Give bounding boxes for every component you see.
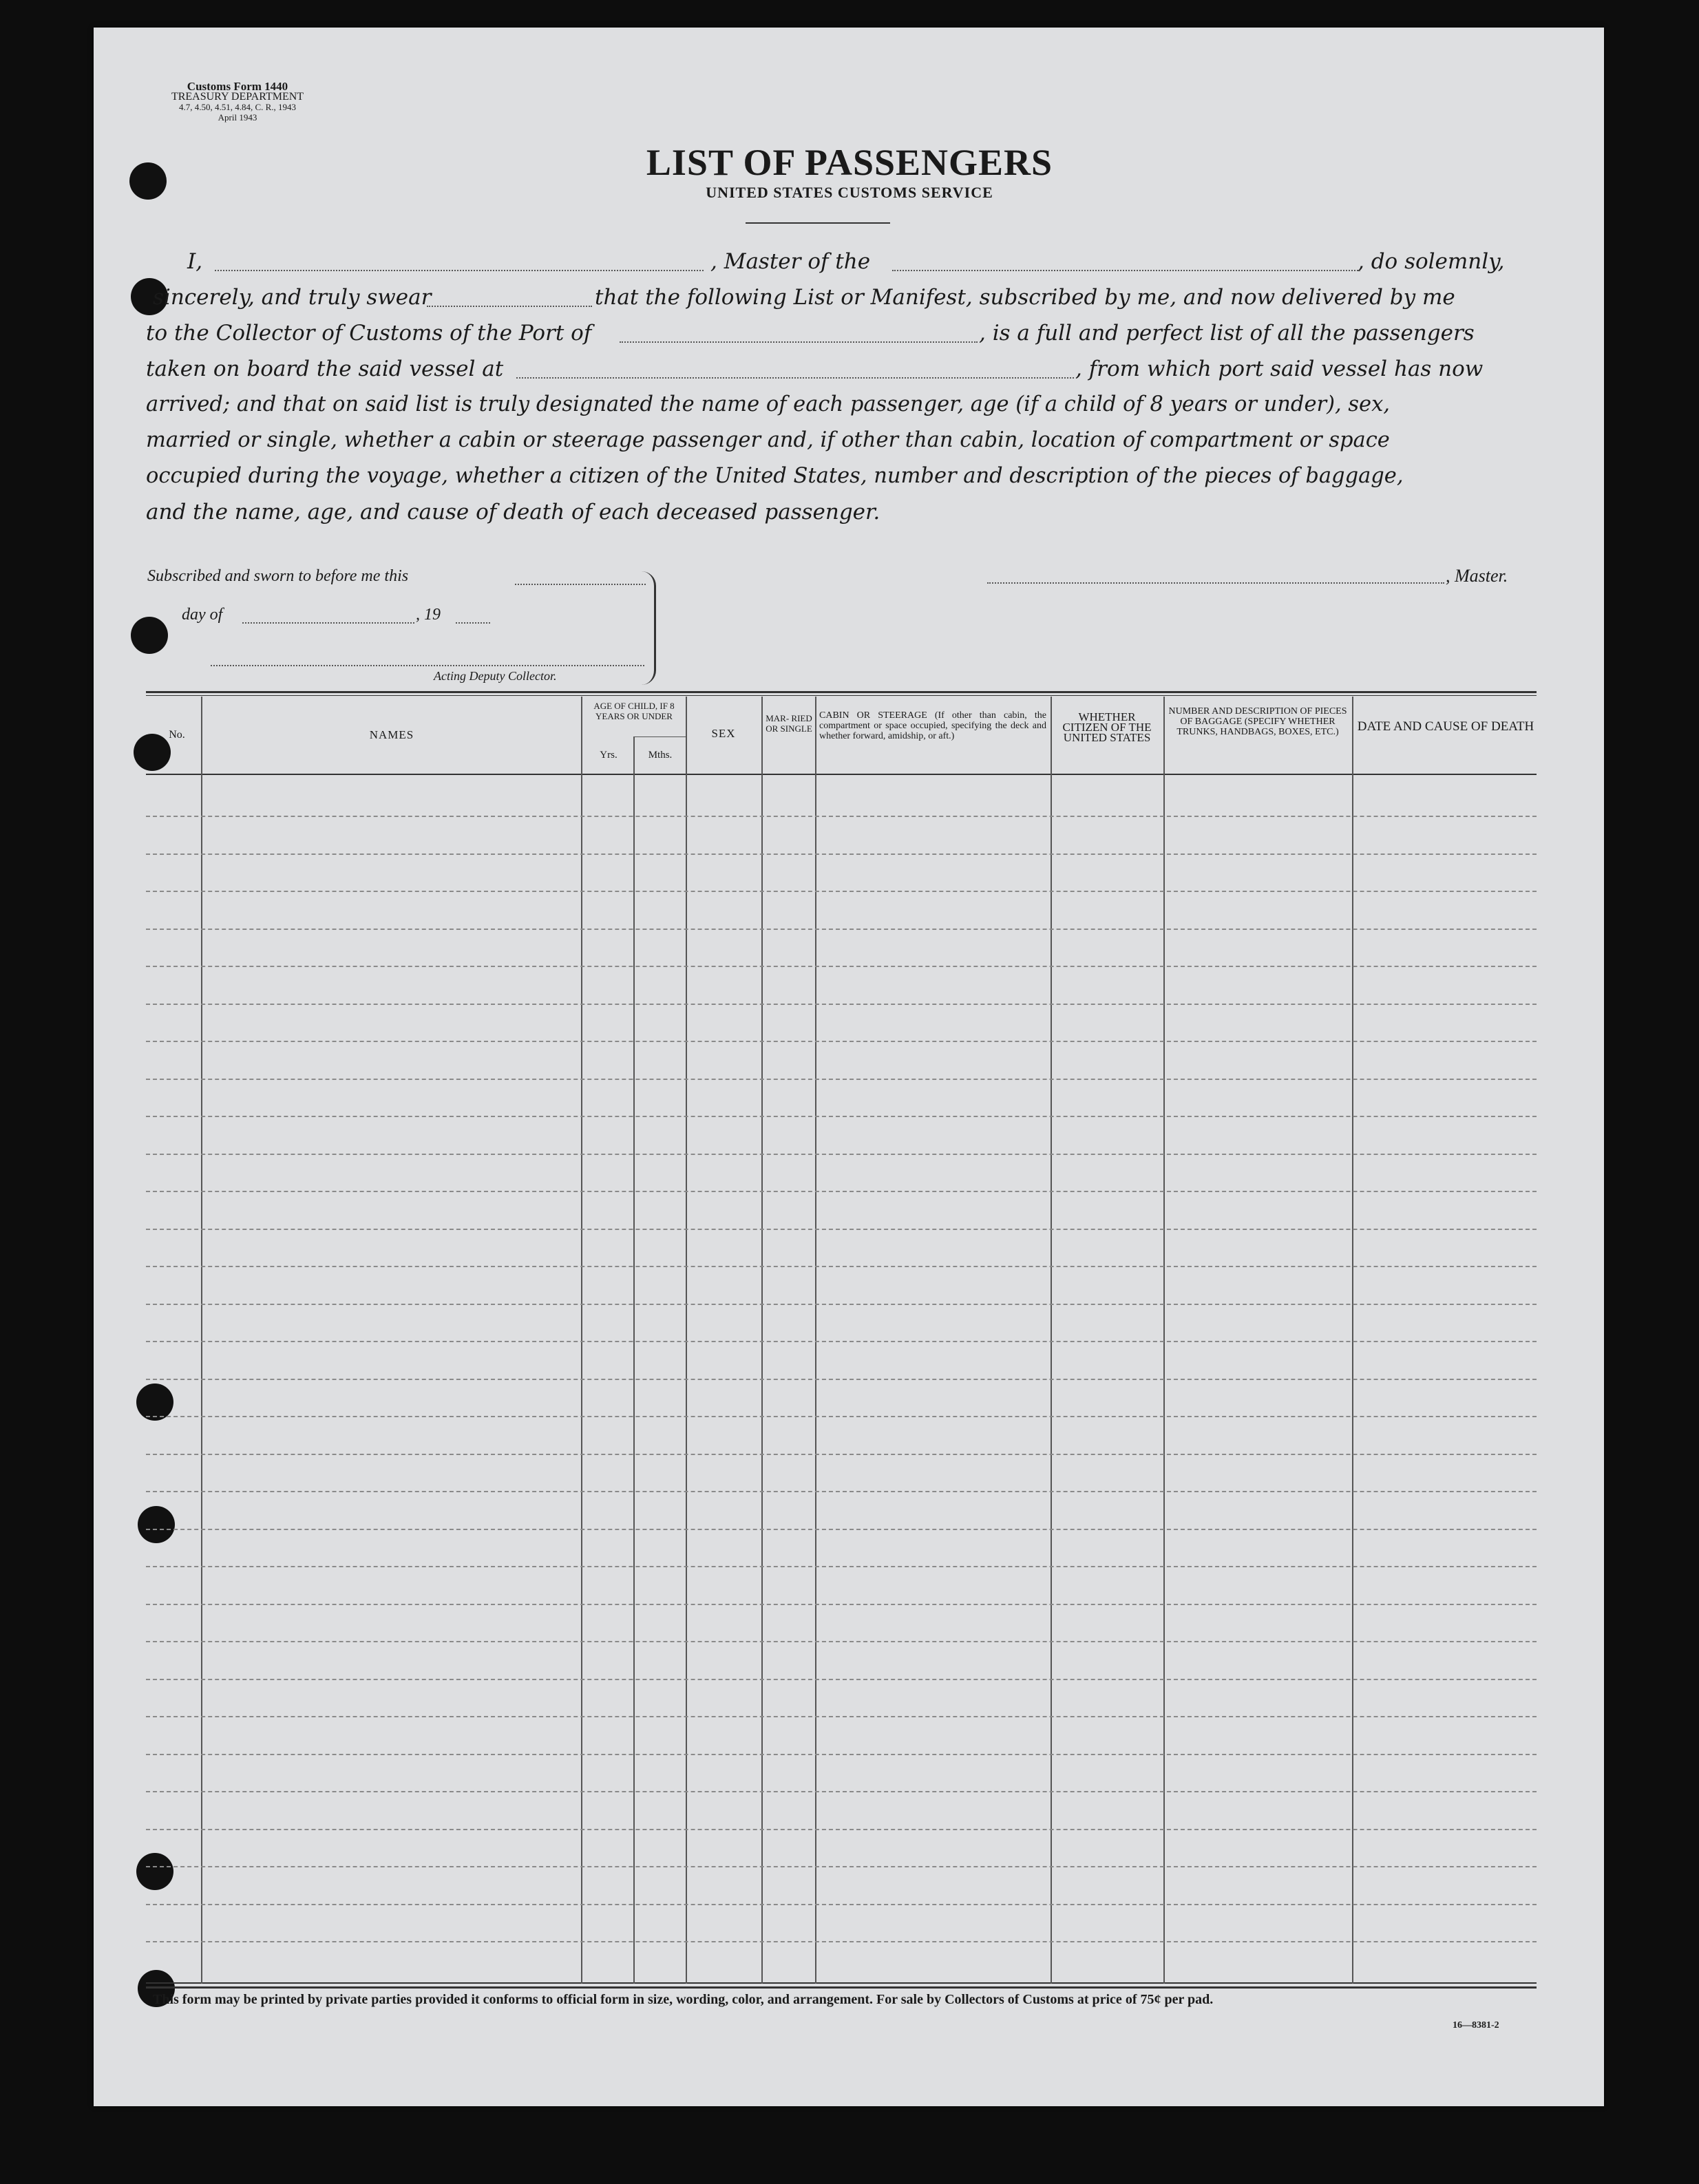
oath-text: , do solemnly, [1358, 249, 1505, 274]
collector-label: Acting Deputy Collector. [434, 669, 557, 683]
table-row[interactable] [146, 1079, 1537, 1080]
oath-text: taken on board the said vessel at [146, 357, 504, 381]
table-row[interactable] [146, 1266, 1537, 1267]
col-header-yrs: Yrs. [600, 750, 618, 761]
page-subtitle: UNITED STATES CUSTOMS SERVICE [706, 184, 993, 201]
table-row[interactable] [146, 1379, 1537, 1380]
blank-vessel-name[interactable] [892, 270, 1360, 271]
age-subheader-rule [633, 736, 686, 737]
form-date: April 1943 [218, 112, 257, 123]
master-label: , Master. [1446, 566, 1508, 586]
table-row[interactable] [146, 891, 1537, 892]
sworn-bracket [642, 571, 656, 685]
sworn-year-label: , 19 [416, 606, 441, 624]
oath-text: that the following List or Manifest, subscribed by me, and now delivered by me [595, 285, 1455, 310]
blank-departure-port[interactable] [516, 377, 1074, 379]
oath-text: , Master of the [710, 249, 871, 274]
col-header-no: No. [169, 729, 185, 741]
table-row[interactable] [146, 1341, 1537, 1342]
table-row[interactable] [146, 966, 1537, 967]
table-row[interactable] [146, 1641, 1537, 1642]
sworn-line-1: Subscribed and sworn to before me this [147, 567, 409, 585]
oath-line-8: and the name, age, and cause of death of each deceased passenger. [146, 500, 880, 524]
footer-note: This form may be printed by private parties provided it conforms to official form in size, wording, color, and arrangement. For sale by Collectors of Customs at price of 75¢ per pad. [153, 1992, 1214, 2007]
punch-hole [136, 1853, 173, 1890]
oath-text: sincerely, and truly swear [153, 285, 432, 310]
blank-port[interactable] [620, 341, 978, 343]
table-row[interactable] [146, 1566, 1537, 1567]
col-header-age: AGE OF CHILD, IF 8 YEARS OR UNDER [593, 701, 675, 721]
table-row[interactable] [146, 1416, 1537, 1417]
table-row[interactable] [146, 1904, 1537, 1905]
table-row[interactable] [146, 1716, 1537, 1717]
punch-hole [136, 1383, 173, 1421]
col-header-mths: Mths. [648, 750, 673, 761]
col-header-cabin: CABIN OR STEERAGE (If other than cabin, the compartment or space occupied, specifying the deck and whether forward, amidship, or aft.) [819, 710, 1046, 741]
table-row[interactable] [146, 854, 1537, 855]
table-row[interactable] [146, 1229, 1537, 1230]
col-header-married: MAR- RIED OR SINGLE [766, 713, 812, 734]
table-top-rule-2 [146, 695, 1537, 696]
oath-text: I, [187, 249, 203, 274]
print-code: 16—8381-2 [1453, 2020, 1499, 2031]
punch-hole [138, 1506, 175, 1543]
oath-line-7: occupied during the voyage, whether a citizen of the United States, number and description of the pieces of baggage, [146, 464, 1404, 488]
table-row[interactable] [146, 1791, 1537, 1792]
blank-sworn-day[interactable] [515, 584, 646, 585]
table-row[interactable] [146, 1154, 1537, 1155]
column-rule [633, 736, 635, 1984]
table-top-rule [146, 691, 1537, 693]
table-row[interactable] [146, 1941, 1537, 1942]
oath-line-6: married or single, whether a cabin or steerage passenger and, if other than cabin, location of compartment or space [146, 428, 1390, 452]
table-bottom-rule-2 [146, 1986, 1537, 1989]
table-row[interactable] [146, 1829, 1537, 1830]
table-row[interactable] [146, 1004, 1537, 1005]
table-row[interactable] [146, 1304, 1537, 1305]
blank-sworn-month[interactable] [242, 622, 414, 624]
blank-collector-signature[interactable] [211, 665, 644, 666]
regulations: 4.7, 4.50, 4.51, 4.84, C. R., 1943 [178, 102, 297, 112]
oath-text: , is a full and perfect list of all the passengers [979, 321, 1475, 346]
table-row[interactable] [146, 1116, 1537, 1117]
col-header-citizen: WHETHER CITIZEN OF THE UNITED STATES [1062, 710, 1152, 744]
table-row[interactable] [146, 929, 1537, 930]
col-header-death: DATE AND CAUSE OF DEATH [1357, 719, 1534, 734]
form-number-block [145, 81, 330, 123]
page-title: LIST OF PASSENGERS [646, 142, 1053, 183]
blank-swear[interactable] [427, 306, 592, 307]
oath-text: , from which port said vessel has now [1075, 357, 1484, 381]
table-row[interactable] [146, 1191, 1537, 1192]
col-header-baggage: NUMBER AND DESCRIPTION OF PIECES OF BAGGAGE (SPECIFY WHETHER TRUNKS, HANDBAGS, BOXES, ETC.) [1168, 706, 1347, 737]
table-row[interactable] [146, 1754, 1537, 1755]
sworn-day-label: day of [182, 606, 223, 624]
table-bottom-rule [146, 1982, 1537, 1984]
blank-master-signature[interactable] [987, 582, 1444, 584]
department: TREASURY DEPARTMENT [171, 91, 304, 103]
table-row[interactable] [146, 1604, 1537, 1605]
blank-master-name[interactable] [215, 270, 704, 271]
punch-hole [131, 617, 168, 654]
table-header-bottom-rule [146, 774, 1537, 775]
title-divider [746, 222, 890, 224]
table-row[interactable] [146, 1679, 1537, 1680]
blank-sworn-year[interactable] [456, 622, 490, 624]
table-row[interactable] [146, 1491, 1537, 1492]
oath-text: to the Collector of Customs of the Port of [146, 321, 592, 346]
table-row[interactable] [146, 1529, 1537, 1530]
table-row[interactable] [146, 1454, 1537, 1455]
table-row[interactable] [146, 816, 1537, 817]
col-header-sex: SEX [711, 727, 736, 740]
col-header-names: NAMES [369, 728, 414, 741]
table-row[interactable] [146, 1866, 1537, 1867]
form-number: Customs Form 1440 [187, 80, 288, 93]
oath-line-5: arrived; and that on said list is truly designated the name of each passenger, age (if a child of 8 years or under), sex, [146, 392, 1390, 416]
table-row[interactable] [146, 1041, 1537, 1042]
